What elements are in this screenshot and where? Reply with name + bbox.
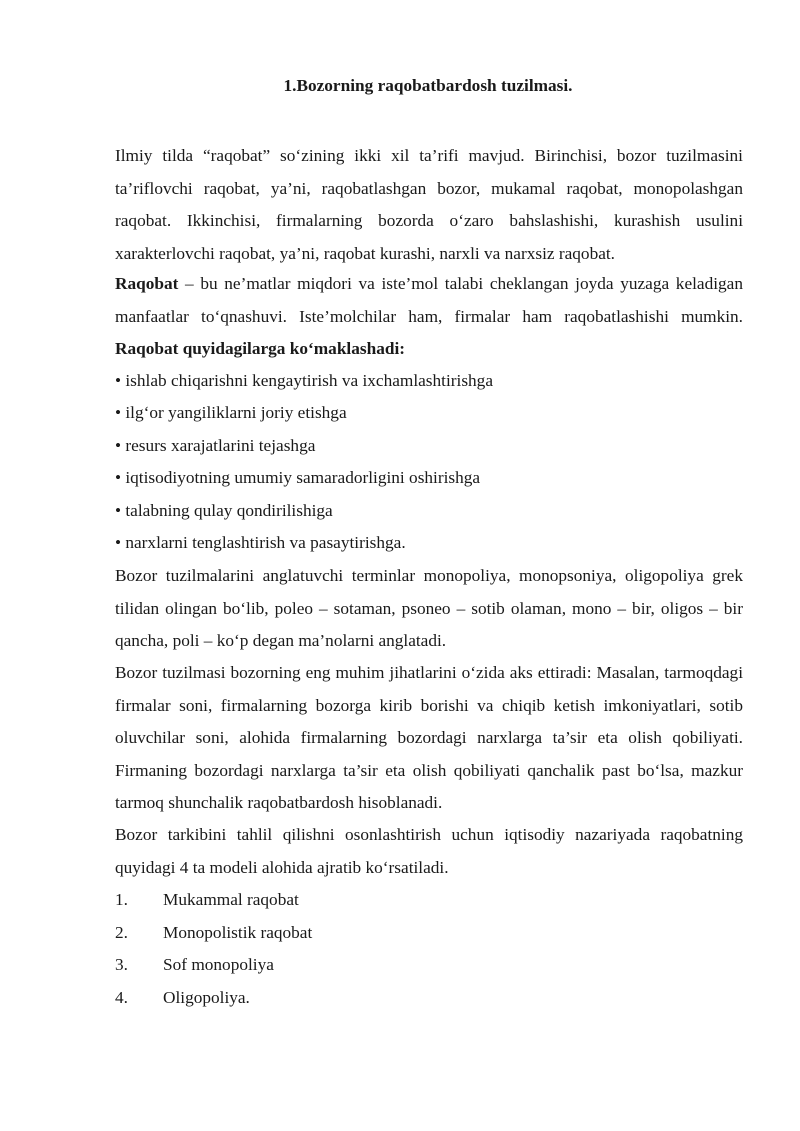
- bullet-item: • narxlarni tenglashtirish va pasaytirishga.: [115, 533, 406, 552]
- paragraph-terms: Bozor tuzilmalarini anglatuvchi terminlar monopoliya, monopsoniya, oligopoliya grek tilidan olingan bo‘lib, poleo – sotaman, psoneo – sotib olaman, mono – bir, oligos – bir qancha, poli – ko‘p degan ma’nolarni anglatadi.: [115, 566, 743, 650]
- paragraph-definition: Ilmiy tilda “raqobat” so‘zining ikki xil ta’rifi mavjud. Birinchisi, bozor tuzilmasini ta’riflovchi raqobat, ya’ni, raqobatlashgan bozor, mukamal raqobat, monopolashgan raqobat. Ikkinchisi, firmalarning bozorda o‘zaro bahslashishi, kurashish usulini xarakterlovchi raqobat, ya’ni, raqobat kurashi, narxli va narxsiz raqobat.: [115, 146, 743, 263]
- list-item: Oligopoliya.: [163, 988, 250, 1007]
- paragraph-structure: Bozor tuzilmasi bozorning eng muhim jihatlarini o‘zida aks ettiradi: Masalan, tarmoqdagi firmalar soni, firmalarning bozorga kirib borishi va chiqib ketish imkoniyatlari, sotib oluvchilar soni, alohida firmalarning bozordagi narxlarga ta’sir eta olish qobiliyati. Firmaning bozordagi narxlarga ta’sir eta olish qobiliyati qanchalik past bo‘lsa, mazkur tarmoq shunchalik raqobatbardosh hisoblanadi.: [115, 663, 743, 812]
- list-number: 4.: [115, 988, 128, 1007]
- raqobat-helps-heading: Raqobat quyidagilarga ko‘maklashadi:: [115, 339, 406, 358]
- term-raqobat: Raqobat: [115, 274, 179, 293]
- document-title: 1.Bozorning raqobatbardosh tuzilmasi.: [283, 76, 573, 95]
- bullet-item: • iqtisodiyotning umumiy samaradorligini oshirishga: [115, 468, 481, 487]
- list-item: Monopolistik raqobat: [163, 923, 313, 942]
- bullet-item: • resurs xarajatlarini tejashga: [115, 436, 316, 455]
- list-number: 1.: [115, 890, 128, 909]
- list-item: Sof monopoliya: [163, 955, 274, 974]
- list-number: 3.: [115, 955, 128, 974]
- paragraph-models: Bozor tarkibini tahlil qilishni osonlashtirish uchun iqtisodiy nazariyada raqobatning quyidagi 4 ta modeli alohida ajratib ko‘rsatiladi.: [115, 825, 743, 877]
- list-item: Mukammal raqobat: [163, 890, 299, 909]
- bullet-item: • ilg‘or yangiliklarni joriy etishga: [115, 403, 347, 422]
- paragraph-raqobat: [115, 268, 743, 366]
- bullet-item: • talabning qulay qondirilishiga: [115, 501, 333, 520]
- list-number: 2.: [115, 923, 128, 942]
- bullet-item: • ishlab chiqarishni kengaytirish va ixchamlashtirishga: [115, 371, 493, 390]
- paragraph-raqobat-text: – bu ne’matlar miqdori va iste’mol talabi cheklangan joyda yuzaga keladigan manfaatlar to‘qnashuvi. Iste’molchilar ham, firmalar ham raqobatlashishi mumkin.: [115, 274, 743, 326]
